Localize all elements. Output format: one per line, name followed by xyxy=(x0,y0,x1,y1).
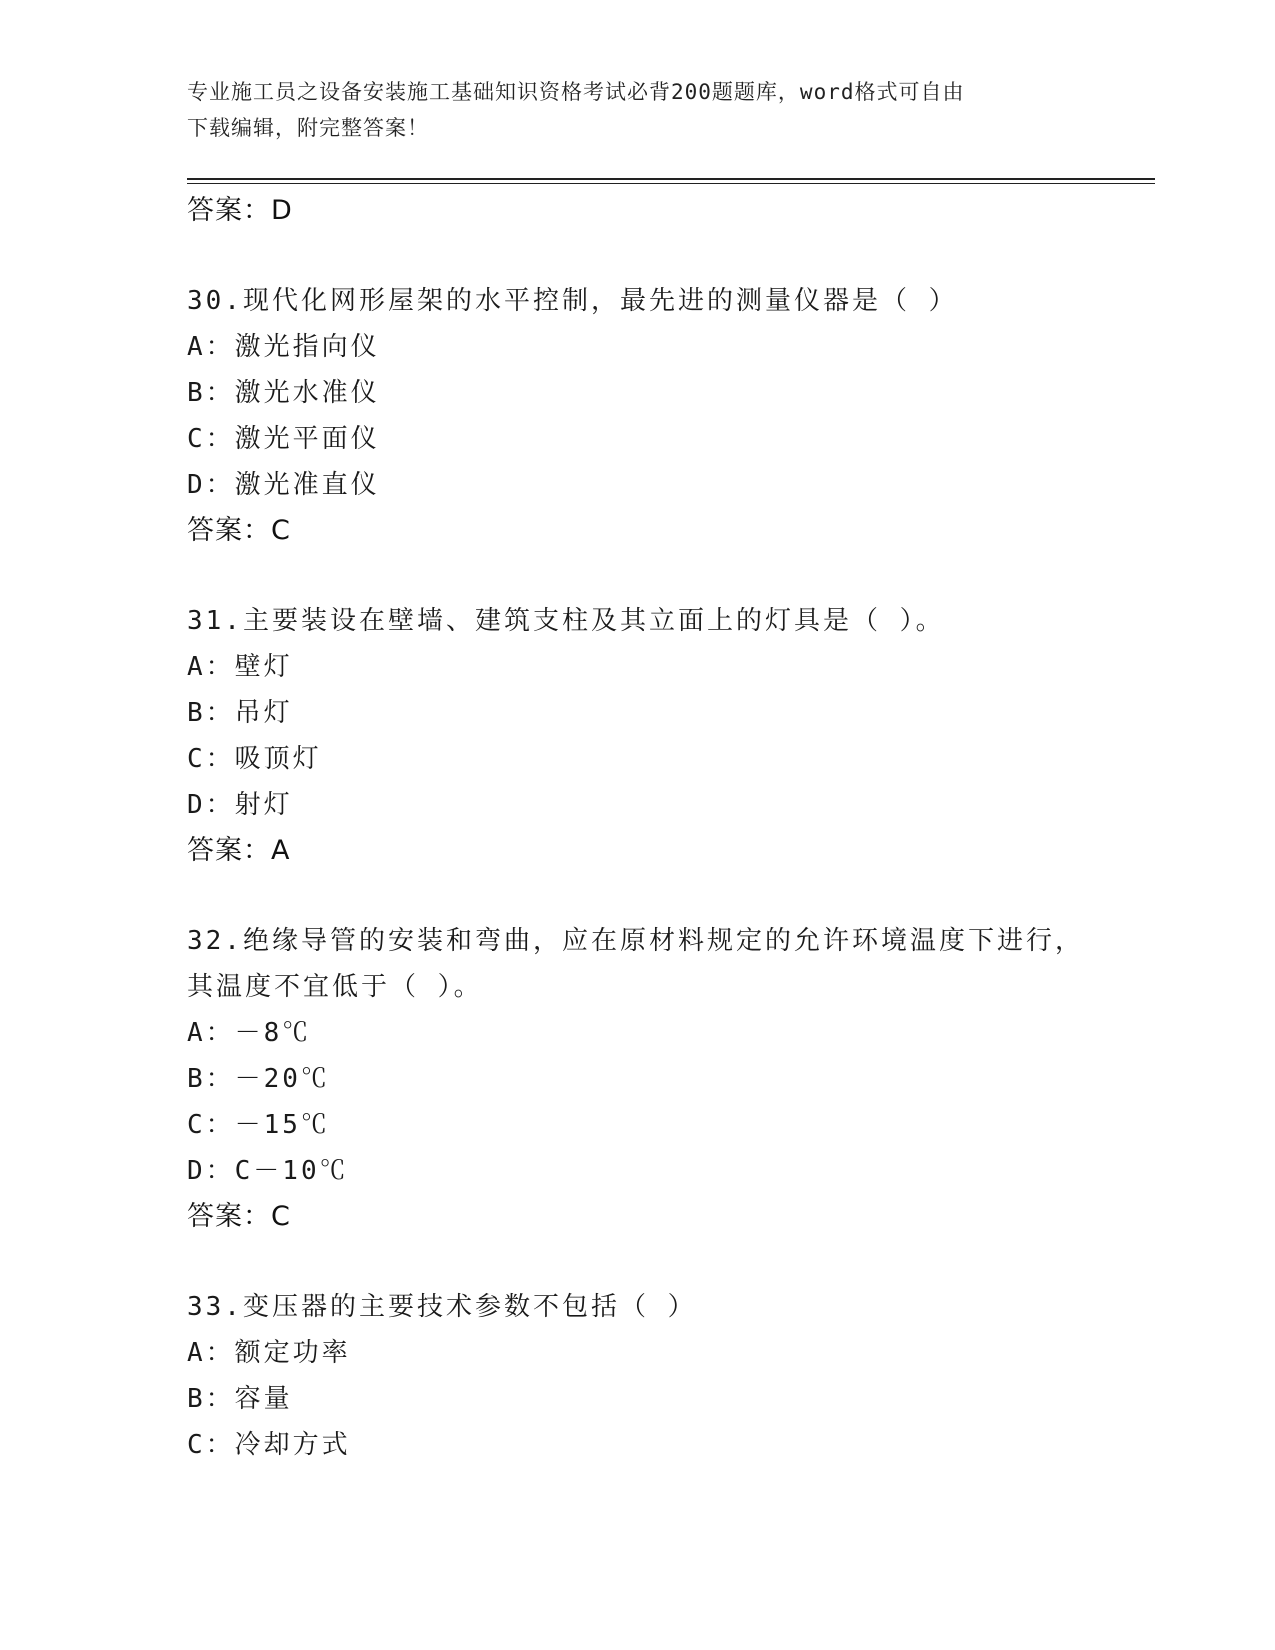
document-header xyxy=(187,74,1067,146)
question-title xyxy=(187,278,1087,324)
spacer xyxy=(187,234,1087,278)
question-title xyxy=(187,918,1087,1010)
option-a: A：激光指向仪 xyxy=(187,332,380,362)
spacer xyxy=(187,1240,1087,1284)
option-c: C：冷却方式 xyxy=(187,1430,351,1460)
spacer xyxy=(187,554,1087,598)
answer: 答案：A xyxy=(187,835,291,866)
question-title xyxy=(187,598,1087,644)
question-item xyxy=(187,278,1087,554)
option-b: B：－20℃ xyxy=(187,1064,330,1094)
question-title-line: 33.变压器的主要技术参数不包括（ ） xyxy=(187,1292,697,1322)
question-title-line: 31.主要装设在壁墙、建筑支柱及其立面上的灯具是（ ）。 xyxy=(187,606,945,636)
header-line-1: 专业施工员之设备安装施工基础知识资格考试必背200题题库，word格式可自由 xyxy=(187,80,965,104)
option-b: B：吊灯 xyxy=(187,698,293,728)
option-b: B：容量 xyxy=(187,1384,293,1414)
question-title-line: 32.绝缘导管的安装和弯曲，应在原材料规定的允许环境温度下进行， xyxy=(187,926,1084,956)
option-d: D：C－10℃ xyxy=(187,1156,349,1186)
option-d: D：射灯 xyxy=(187,790,293,820)
header-line-2: 下载编辑，附完整答案！ xyxy=(187,116,429,140)
option-c: C：吸顶灯 xyxy=(187,744,322,774)
spacer xyxy=(187,874,1087,918)
question-item xyxy=(187,598,1087,874)
option-c: C：－15℃ xyxy=(187,1110,330,1140)
question-list xyxy=(187,188,1087,1468)
question-title-line: 其温度不宜低于（ ）。 xyxy=(187,972,483,1002)
question-item xyxy=(187,1284,1087,1468)
option-c: C：激光平面仪 xyxy=(187,424,380,454)
option-b: B：激光水准仪 xyxy=(187,378,380,408)
question-title-line: 30.现代化网形屋架的水平控制，最先进的测量仪器是（ ） xyxy=(187,286,958,316)
option-a: A：额定功率 xyxy=(187,1338,351,1368)
answer: 答案：C xyxy=(187,1201,291,1232)
header-divider-thin xyxy=(187,183,1155,184)
question-item xyxy=(187,918,1087,1240)
option-a: A：壁灯 xyxy=(187,652,293,682)
question-title xyxy=(187,1284,1087,1330)
previous-answer: 答案：D xyxy=(187,195,293,226)
answer: 答案：C xyxy=(187,515,291,546)
option-a: A：－8℃ xyxy=(187,1018,312,1048)
header-divider xyxy=(187,178,1155,180)
option-d: D：激光准直仪 xyxy=(187,470,380,500)
